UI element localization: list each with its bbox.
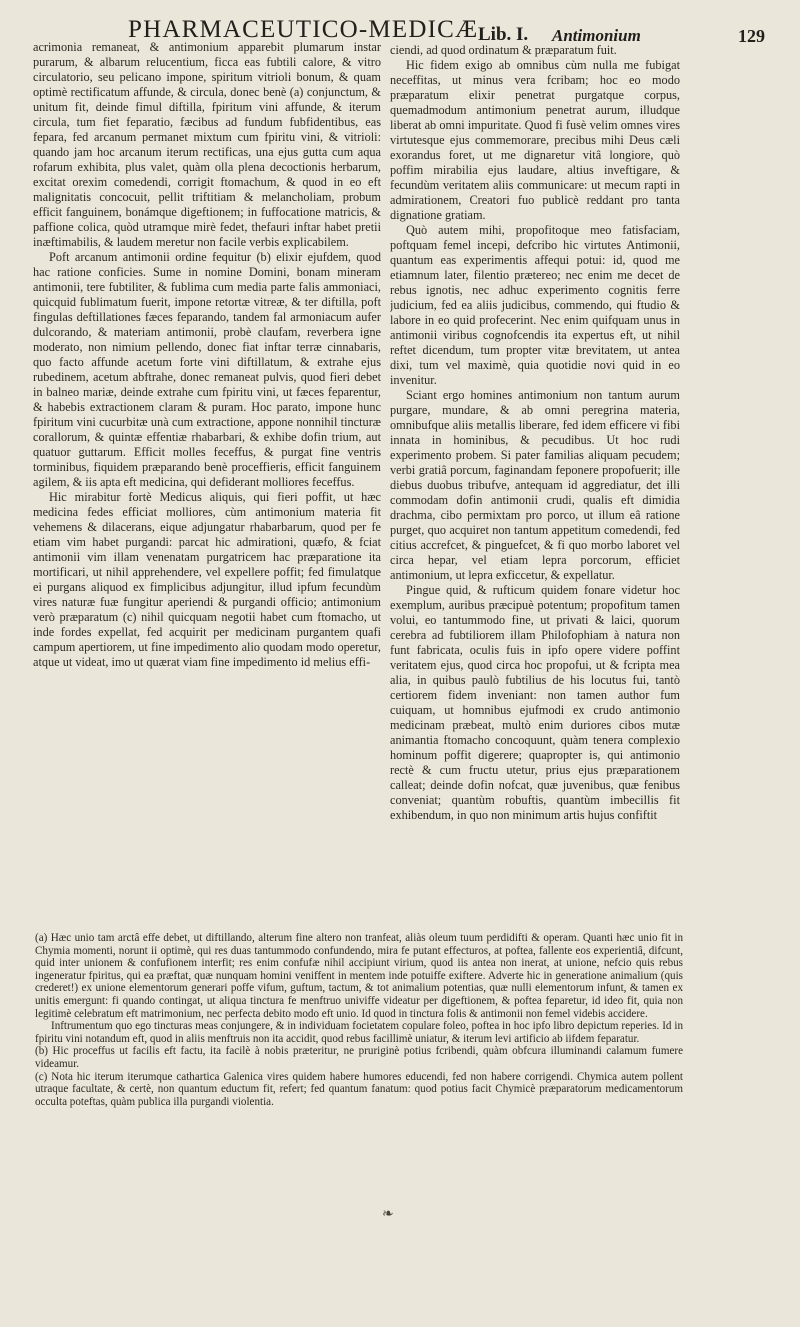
paragraph: Pingue quid, & rufticum quidem fonare videtur hoc exemplum, auribus præcipuè potentum; propofitum tamen volui, eo tantummodo fine, ut privati & laici, quorum cerebra ad fubtiliorem illam Philofophiam à natura non funt fabricata, oculis fuis in ipfo opere videre poffint veritatem ejus, quod circa hoc propofui, ut & fcripta mea alia, in quibus paulò fubtilius de his locutus fui, tantò certiorem fidem inveniant: non tamen author fum cuiquam, ut homnibus ejufmodi ex crudo antimonio medicinam præbeat, multò enim duriores cibos mutæ animantia ftomacho concoquunt, quàm tenera complexio hominum poffit digerere; quapropter is, qui antimonio rectè & cum fructu utetur, prius ejus præparationem calleat; deinde dofin nofcat, quæ juvenibus, quæ fenibus conveniat; quantùm robuftis, quantùm imbecillis fit exhibendum, in quo non minimum artis hujus confiftit (390, 583, 680, 822)
footnote: (b) Hic proceffus ut facilis eft factu, ita facilè à nobis præteritur, ne pruriginè potius fcribendi, quàm obfcura illuminandi calamum fumere videamur. (35, 1045, 683, 1070)
paragraph: Hic fidem exigo ab omnibus cùm nulla me fubigat neceffitas, ut minus vera fcribam; hoc eo modo præparatum elixir penetrat purgatque corpus, quemadmodum antimonium penetrat aurum, illudque liberat ab omni impuritate. Quod fi fusè velim omnes vires virtutesque ejus commemorare, precibus mihi Deus cæli exorandus foret, ut me dignaretur vitâ longiore, quò poffim mirabilia ejus laudare, altius inveftigare, & fecundùm veritatem aliis communicare: ut mecum rapti in admirationem, Creatori fuo publicè reddant pro tanta dignatione gratiam. (390, 58, 680, 222)
paragraph: acrimonia remaneat, & antimonium apparebit plumarum instar purarum, & albarum relucentium, ficca eas fubtili calore, & vitro circulatorio, seu pelicano impone, spiritum vitrioli bonum, & quam optimè rectificatum affunde, & circula, donec benè (a) conjunctum, & unitum fit, deinde fimul diftilla, fpiritum vini affunde, & iterum circula, tum fiet feparatio, fæcibus ad fundum fubfidentibus, eas fepara, fed arcanum permanet mixtum cum fpiritu vini, & vitrioli: quando jam hoc arcanum iterum rectificas, una ejus gutta cum aqua rofarum exhibita, plus valet, quàm olla plena decoctionis herbarum, excitat orexim comedendi, corrigit ftomachum, & quod in eo eft malignitatis concocuit, pellit triftitiam & melancholiam, probum efficit fanguinem, bonámque digeftionem; in fuffocatione matricis, & paffione colica, quòd utramque mirè fedet, thefauri inftar habet pretii inæftimabilis, & laudem meretur non facile verbis explicabilem. (33, 40, 381, 249)
footnotes (35, 932, 683, 1176)
footnote: (a) Hæc unio tam arctâ effe debet, ut diftillando, alterum fine altero non tranfeat, aliàs oleum tuum perdidifti & operam. Quanti hæc unio fit in Chymia momenti, norunt ii optimè, qui res duas tantummodo confundendo, mira fe putant effecturos, at poftea, fallente eos experientiâ, difcunt, quid inter unionem & confufionem interfit; res enim confufæ nihil accipiunt virium, quod iis antea non inerat, at unione, nefcio quis rebus ingeneratur fpiritus, qui ea præftat, quæ nunquam homini veniffent in mentem inde potuiffe exiftere. Adverte hic in generatione animalium (quis crederet!) ex unione elementorum generari poffe vifum, guftum, tactum, & tot animalium potentias, quæ nulli elementorum infunt, & tamen ex unitis emergunt: fi quando contingat, ut aliqua tinctura fe menftruo univiffe videatur per digeftionem, & poftea feparetur, id ideo fit, quia non legitimè celebratum eft matrimonium, nec perfecta debito modo eft unio. Id quod in tinctura folis & antimonii non femel videbis accidere. (35, 932, 683, 1020)
running-header (0, 6, 800, 46)
footnote: Inftrumentum quo ego tincturas meas conjungere, & in individuam focietatem copulare foleo, poftea in hoc ipfo libro depictum reperies. Id in fpiritu vini notandum eft, quod in aliis menftruis non ita accidit, quod rebus facillimè uniatur, & iterum levi artificio ab iifdem feparatur. (35, 1020, 683, 1045)
right-text-column (390, 43, 680, 928)
running-title: PHARMACEUTICO-MEDICÆ (128, 16, 479, 43)
paragraph: Poft arcanum antimonii ordine fequitur (b) elixir ejufdem, quod hac ratione conficies. Sume in nomine Domini, bonam mineram antimonii, tere fubtiliter, & fublima cum media parte falis ammoniaci, quicquid fublimatum fuerit, impone retortæ vitreæ, & ter diftilla, poft fingulas deftillationes fæces feparando, tandem fal armoniacum aufer dulcorando, & materiam antimonii, probè claufam, reverbera igne moderato, non nimium pellendo, donec fiat inftar terræ cinnabaris, quo facto affunde acetum forte vini diftillatum, & extrahe ejus rubedinem, acetum abftrahe, donec remaneat pulvis, quod fieri debet in balneo mariæ, deinde extrahe cum fpiritu vini, ut fæces feparentur, & habebis extractionem claram & puram. Hoc parato, impone hunc fpiritum vini cucurbitæ unà cum extractione, appone nonnihil tincturæ corallorum, & quintæ effentiæ rhabarbari, & exhibe dofin trium, aut quatuor guttarum. Efficit molles feceffus, & purgat fine ventris torminibus, fiquidem præparando benè proceffieris, efficit fanguinem agilem, & iis apta eft medicina, qui defiderant molliores feceffus. (33, 250, 381, 489)
paragraph: Hic mirabitur fortè Medicus aliquis, qui fieri poffit, ut hæc medicina fedes efficiat molliores, cùm antimonium materia fit vehemens & dilacerans, eique adjungatur rhabarbarum, quod per fe etiam vim habet purgandi: parcat hic admirationi, quæfo, & fciat antimonii vim illam venenatam purgatricem hac præparatione ita mortificari, ut nihil apprehendere, vel expellere poffit; fed fimulatque ei purgans aliquod ex fimplicibus adjungitur, illud ipfum fecundùm vires naturæ fuæ fungitur aperiendi & purgandi officio; antimonium verò præparatum (c) nihil quicquam negotii habet cum ftomacho, ut inde fordes expellat, fed acquirit per medicinam purgantem quafi campum apertiorem, ut fine impedimento alio quodam modo operetur, atque ut videat, imo ut quærat viam fine impedimento id melius effi- (33, 490, 381, 669)
page-number: 129 (738, 26, 765, 46)
paragraph: Sciant ergo homines antimonium non tantum aurum purgare, mundare, & ab omni peregrina materia, omnibufque aliis metallis liberare, fed idem efficere vi fibi innata in hominibus, & pecudibus. Ut hoc rudi experimento probem. Si pater familias aliquam pecudem; verbi gratiâ porcum, faginandam feponere propofuerit; ille diebus duobus tribufve, antequam id aggrediatur, det illi commodam dofin antimonii crudi, qualis eft dimidia drachma, cibo permixtam pro porco, ut illum eâ ratione purget, quo acquiret non tantum appetitum comedendi, fed citius accrefcet, & pinguefcet, & fi quo morbo laboret vel circa hepar, vel etiam lepra porcorum, efficiet antimonium, ut lepra exficcetur, & expellatur. (390, 388, 680, 582)
paragraph: ciendi, ad quod ordinatum & præparatum fuit. (390, 43, 617, 57)
paragraph: Quò autem mihi, propofitoque meo fatisfaciam, poftquam femel incepi, defcribo hic virtutes Antimonii, quantum eas experimentis affequi potui: id, quod me etiamnum later, filentio prætereo; nec enim me decet de rebus ignotis, nec adhuc experimento cognitis ferre judicium, fed ea aliis judicibus, commendo, qui ftudio & labore in eo quid profecerint. Nec enim quifquam unus in antimonii viribus cognofcendis ita expertus eft, ut nihil reftet dicendum, tum propter vitæ brevitatem, ut antea dixi, tum vel maximè, quia quotidie novi quid in eo invenitur. (390, 223, 680, 387)
ornament: ❧ (382, 1207, 394, 1222)
footnote: (c) Nota hic iterum iterumque cathartica Galenica vires quidem habere humores educendi, fed non habere corrigendi. Chymica autem pollent utraque facultate, & certè, non quantum eductum fit, refert; fed quantum fanatum: quod potius facit Chymicè præparatorum medicamentorum occulta poteftas, quàm publica illa purgandi violentia. (35, 1070, 683, 1108)
section-label: Antimonium (552, 26, 641, 45)
left-text-column (33, 40, 381, 928)
book-label: Lib. I. (478, 24, 529, 45)
